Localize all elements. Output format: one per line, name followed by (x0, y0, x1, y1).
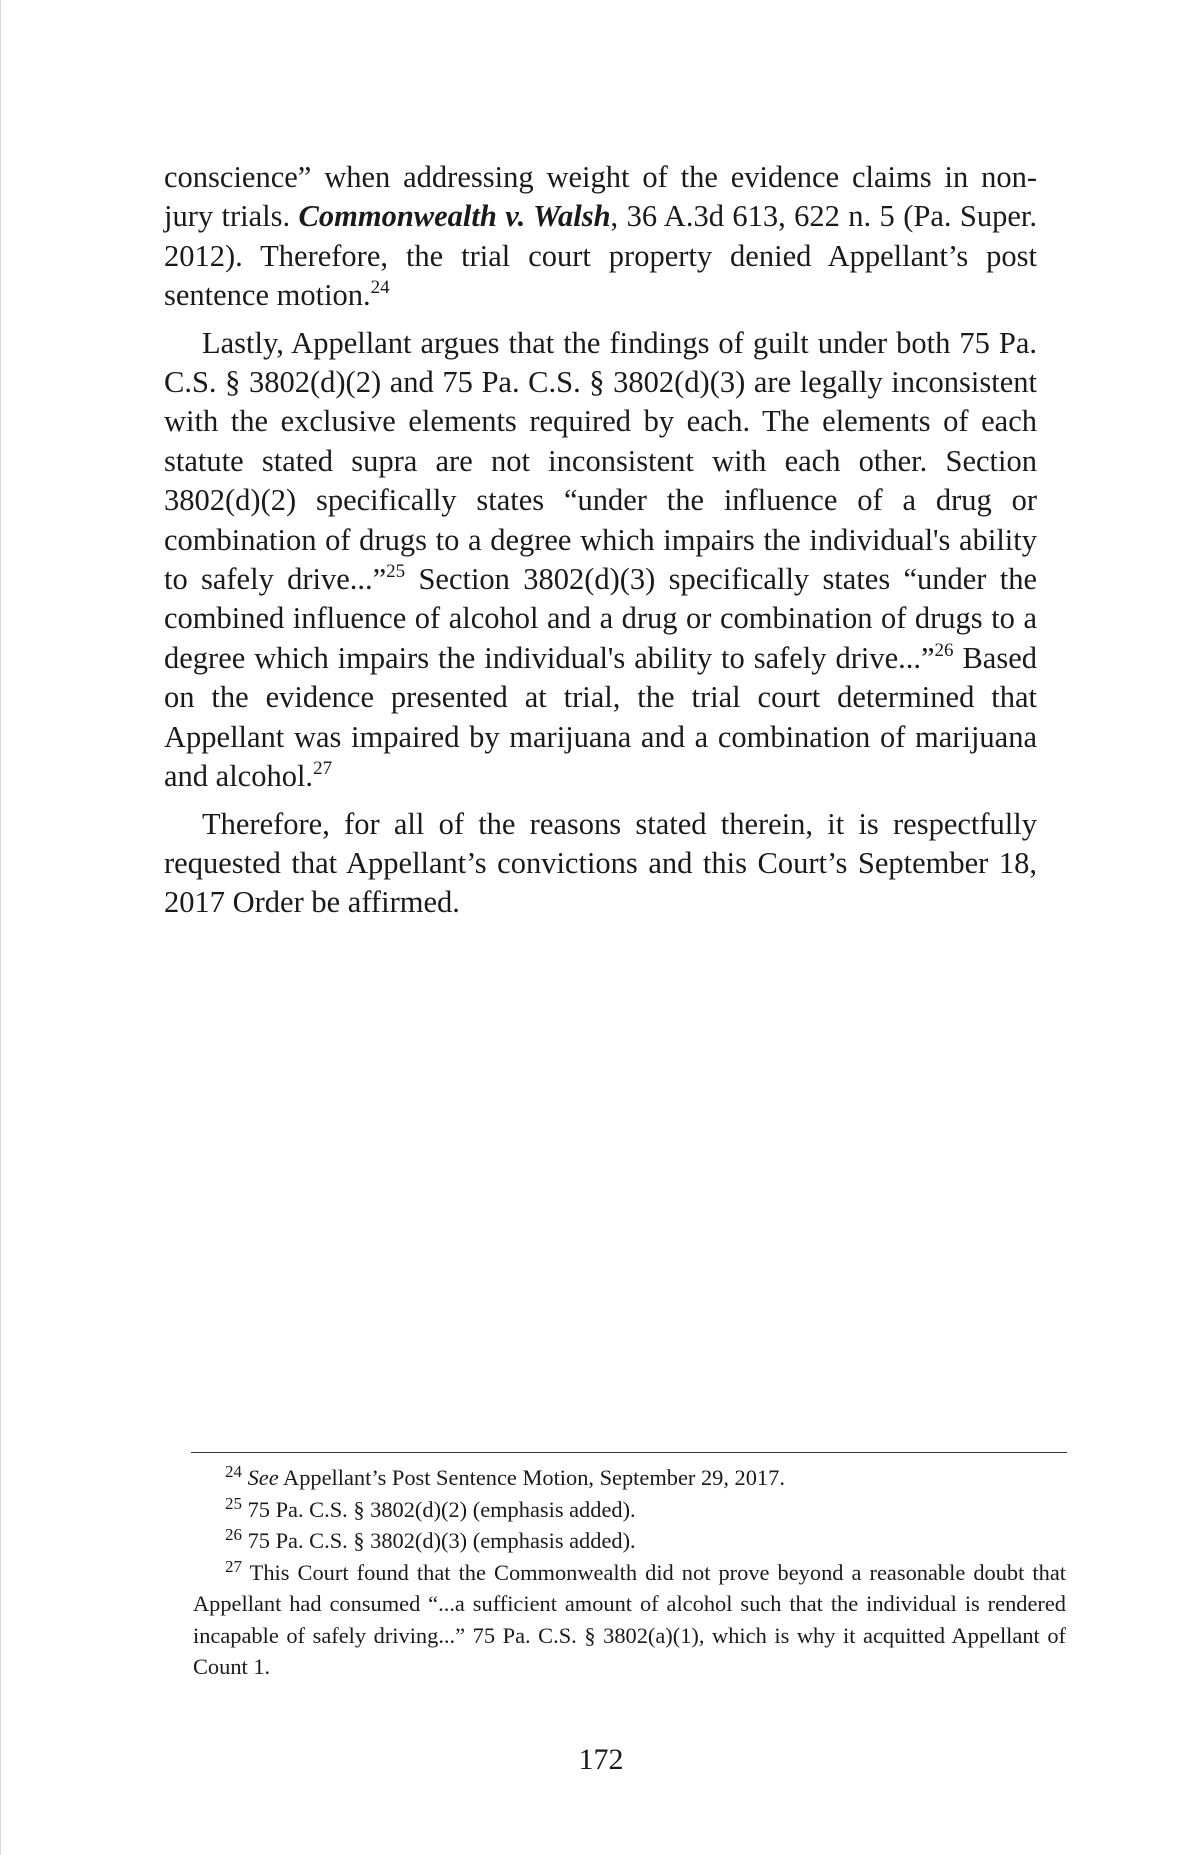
footnote-ref-26: 26 (934, 639, 954, 661)
footnote-27: $^{27}$ This Court found that the Commonwealth did not prove beyond a reasonable doubt that Appellant had consumed “...a sufficient amount of alcohol such that the individual is rendered incapable of safely driving...” 75 Pa. C.S. § 3802(a)(1), which is why it acquitted Appellant of Count 1. (193, 1556, 1066, 1679)
footnote-number: 25 (225, 1493, 242, 1513)
footnote-signal: See (247, 1465, 279, 1490)
case-citation: Commonwealth v. Walsh (298, 199, 611, 234)
footnote-divider (191, 1452, 1067, 1453)
paragraph-argument: Lastly, Appellant argues that the findings of guilt under both 75 Pa. C.S. § 3802(d)(2) and 75 Pa. C.S. § 3802(d)(3) are legally inconsistent with the exclusive elements required by each. The elements of each statute stated supra are not inconsistent with each other. Section 3802(d)(2) specifically states “under the influence of a drug or combination of drugs to a degree which impairs the individual's ability to safely drive...”$^{25}$ Section 3802(d)(3) specifically states “under the combined influence of alcohol and a drug or combination of drugs to a degree which impairs the individual's ability to safely drive...”$^{26}$ Based on the evidence presented at trial, the trial court determined that Appellant was impaired by marijuana and a combination of marijuana and alcohol.$^{27}$ (164, 325, 1037, 794)
footnote-26: $^{26}$ 75 Pa. C.S. § 3802(d)(3) (emphasis added). (225, 1525, 636, 1553)
footnote-number: 24 (225, 1462, 242, 1481)
footnote-24: $^{24}$ See Appellant’s Post Sentence Motion, September 29, 2017. (225, 1462, 785, 1490)
footnote-ref-24: 24 (370, 277, 390, 299)
paragraph-continuation: conscience” when addressing weight of the evidence claims in non-jury trials. Commonwealth v. Walsh, 36 A.3d 613, 622 n. 5 (Pa. Super. 2012). Therefore, the trial court property denied Appellant’s post sentence motion.$^{24}$ (164, 160, 1037, 313)
footnote-25: $^{25}$ 75 Pa. C.S. § 3802(d)(2) (emphasis added). (225, 1493, 636, 1522)
footnotes (193, 1462, 1066, 1683)
page-number: 172 (578, 1743, 624, 1776)
paragraph-conclusion: Therefore, for all of the reasons stated therein, it is respectfully requested that Appellant’s convictions and this Court’s September 18, 2017 Order be affirmed. (164, 806, 1037, 920)
body-text (164, 158, 1037, 931)
footnote-number: 27 (225, 1556, 242, 1576)
footnote-number: 26 (225, 1525, 242, 1544)
footnote-ref-27: 27 (313, 758, 333, 780)
footnote-ref-25: 25 (386, 561, 406, 583)
